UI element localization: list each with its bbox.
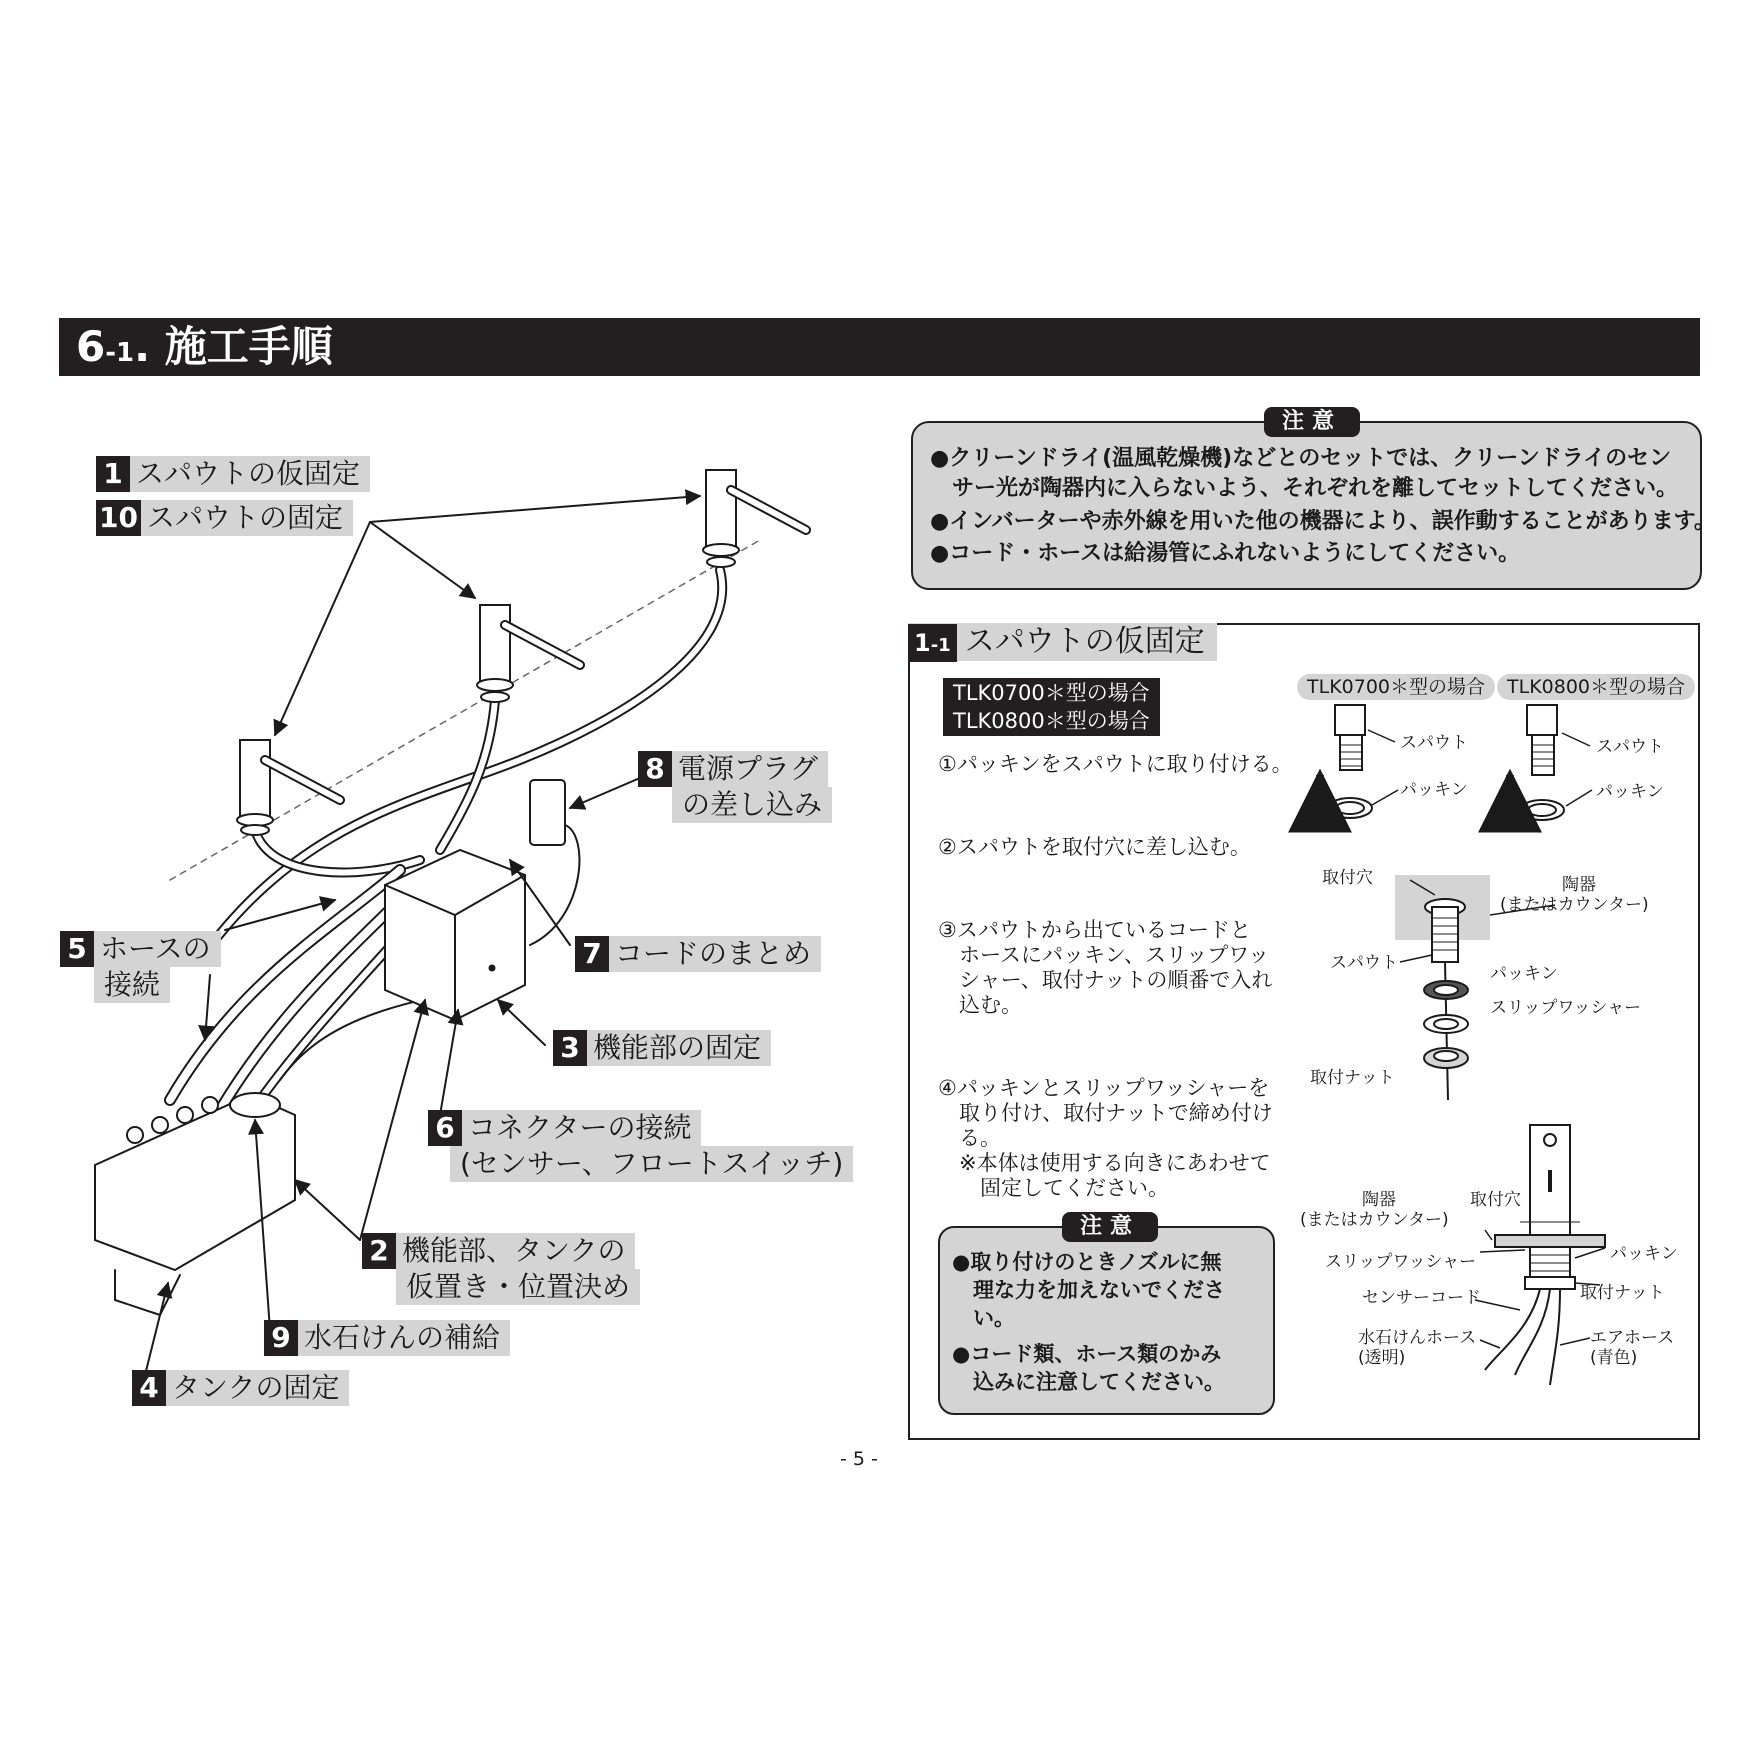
caution-bottom-line: い。: [952, 1306, 1015, 1330]
caution-line: ●インバーターや赤外線を用いた他の機器により、誤作動することがあります。: [930, 509, 1716, 534]
page-number: - 5 -: [840, 1448, 878, 1470]
step-label-3: 3 機能部の固定: [553, 1030, 771, 1066]
step-2: ②スパウトを取付穴に差し込む。: [938, 835, 1251, 859]
caption-packing-a: パッキン: [1400, 780, 1468, 800]
caption-packing-c: パッキン: [1490, 964, 1558, 984]
caption-ceramic-or: (またはカウンター): [1500, 895, 1649, 915]
caption-ceramic: 陶器: [1562, 875, 1596, 895]
caption-hole2: 取付穴: [1470, 1190, 1521, 1210]
step-3-line: ③スパウトから出ているコードと: [938, 918, 1251, 942]
caption-nut: 取付ナット: [1310, 1068, 1395, 1088]
step-label-8-line2: の差し込み: [672, 787, 832, 823]
section-title: 1-1 スパウトの仮固定: [908, 623, 1217, 661]
caution-bottom-line: 込みに注意してください。: [952, 1370, 1225, 1394]
step-label-10: 10 スパウトの固定: [96, 500, 353, 536]
caption-ceramic2: 陶器: [1362, 1190, 1396, 1210]
caption-packing2: パッキン: [1610, 1244, 1678, 1264]
caution-bottom-line: ●取り付けのときノズルに無: [952, 1250, 1222, 1274]
caption-sensor-cord: センサーコード: [1362, 1288, 1481, 1308]
caution-line: サー光が陶器内に入らないよう、それぞれを離してセットしてください。: [930, 476, 1679, 501]
model-label: TLK0700＊型の場合: [943, 678, 1160, 708]
caption-slip2: スリップワッシャー: [1325, 1252, 1477, 1272]
caption-spout-a: スパウト: [1400, 733, 1468, 753]
step-3-line: 込む。: [938, 993, 1022, 1017]
caption-spout-b: スパウト: [1596, 737, 1664, 757]
caution-line: ●クリーンドライ(温風乾燥機)などとのセットでは、クリーンドライのセン: [930, 446, 1672, 471]
model-label: TLK0800＊型の場合: [943, 706, 1160, 736]
page-title: 6-1. 施工手順: [76, 322, 333, 371]
step-4-line: ④パッキンとスリップワッシャーを: [938, 1076, 1270, 1100]
step-1: ①パッキンをスパウトに取り付ける。: [938, 752, 1293, 776]
caution-line: ●コード・ホースは給湯管にふれないようにしてください。: [930, 541, 1521, 566]
caption-air-hose: エアホース: [1590, 1328, 1675, 1348]
model-tag-tlk0800: TLK0800＊型の場合: [1497, 674, 1695, 700]
caution-bottom-line: 理な力を加えないでくださ: [952, 1278, 1225, 1302]
caption-spout-c: スパウト: [1330, 953, 1398, 973]
caution-tag-bottom: 注意: [1062, 1212, 1158, 1242]
caution-bottom-line: ●コード類、ホース類のかみ: [952, 1342, 1222, 1366]
step-3-line: ホースにパッキン、スリップワッ: [938, 943, 1270, 967]
step-label-5: 5 ホースの: [60, 931, 221, 967]
step-label-2-line2: 仮置き・位置決め: [396, 1269, 640, 1305]
caption-soap-hose-sub: (透明): [1358, 1348, 1406, 1368]
step-label-8: 8 電源プラグ: [638, 751, 828, 787]
step-4-note: ※本体は使用する向きにあわせて: [938, 1151, 1271, 1175]
caption-mounting-hole: 取付穴: [1322, 868, 1373, 888]
step-4-line: る。: [938, 1126, 1001, 1150]
step-label-6-line2: (センサー、フロートスイッチ): [450, 1146, 853, 1182]
step-4-line: 取り付け、取付ナットで締め付け: [938, 1101, 1273, 1125]
step-label-9: 9 水石けんの補給: [264, 1320, 510, 1356]
step-3-line: シャー、取付ナットの順番で入れ: [938, 968, 1273, 992]
caption-nut2: 取付ナット: [1580, 1283, 1665, 1303]
caption-air-hose-sub: (青色): [1590, 1348, 1638, 1368]
model-tag-tlk0700: TLK0700＊型の場合: [1297, 674, 1495, 700]
caption-ceramic2-or: (またはカウンター): [1300, 1210, 1449, 1230]
step-4-note: 固定してください。: [938, 1176, 1169, 1200]
step-label-2: 2 機能部、タンクの: [362, 1233, 635, 1269]
step-label-4: 4 タンクの固定: [132, 1370, 349, 1406]
step-label-1: 1 スパウトの仮固定: [96, 456, 370, 492]
caption-slip-washer: スリップワッシャー: [1490, 998, 1642, 1018]
caution-tag-top: 注意: [1264, 407, 1360, 437]
step-label-7: 7 コードのまとめ: [575, 936, 821, 972]
caption-soap-hose: 水石けんホース: [1358, 1328, 1477, 1348]
caption-packing-b: パッキン: [1596, 782, 1664, 802]
step-label-5-line2: 接続: [94, 967, 170, 1003]
step-label-6: 6 コネクターの接続: [428, 1110, 701, 1146]
